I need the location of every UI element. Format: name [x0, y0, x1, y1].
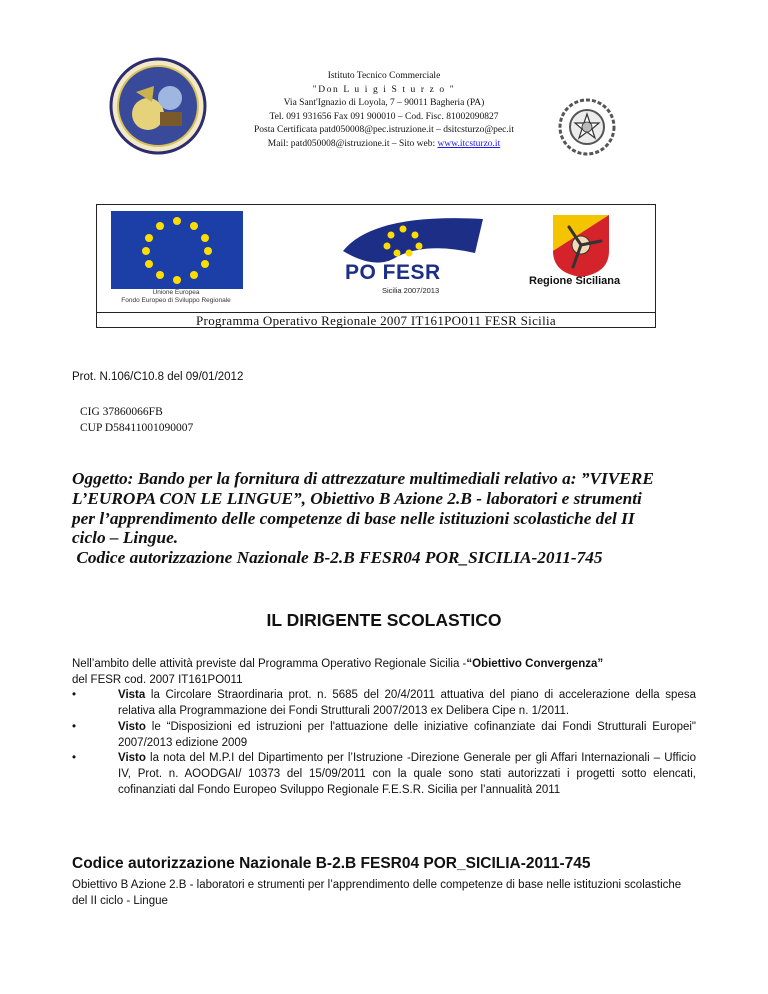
school-mail: Mail: patd050008@istruzione.it – Sito web:	[267, 138, 438, 149]
region-label: Regione Siciliana	[529, 275, 621, 287]
school-pec: Posta Certificata patd050008@pec.istruzione.it – dsitcsturzo@pec.it	[254, 125, 514, 135]
eu-caption-1: Unione Europea	[152, 289, 200, 296]
bullet-dot: •	[72, 720, 77, 733]
school-website-link[interactable]: www.itcsturzo.it	[437, 138, 501, 149]
eu-caption-2: Fondo Europeo di Sviluppo Regionale	[121, 297, 231, 304]
school-phone: Tel. 091 931656 Fax 091 900010 – Cod. Fisc. 81002090827	[269, 111, 499, 122]
section-title: IL DIRIGENTE SCOLASTICO	[266, 610, 502, 630]
sicily-trinacria-icon	[549, 211, 613, 279]
subject-line-4: ciclo – Lingue.	[72, 528, 179, 548]
subject-block	[72, 469, 732, 568]
fesr-banner	[96, 204, 656, 328]
bullet-dot: •	[72, 689, 77, 702]
school-info	[220, 70, 548, 151]
school-subname: "Don L u i g i S t u r z o "	[312, 84, 456, 95]
bullet-text: la nota del M.P.I del Dipartimento per l’Istruzione -Direzione Generale per gli Affari Internazionali – Ufficio IV, Prot. n. AOODGAI/ 10373 del 15/09/2011 con la quale sono stati autorizzati i progetti sotto elencati, cofinanziati dal Fondo Europeo Sviluppo Regionale F.E.S.R. Sicilia per l’annualità 2011	[118, 752, 696, 796]
italian-emblem-icon	[556, 96, 618, 158]
subject-line-2: L’EUROPA CON LE LINGUE”, Obiettivo B Azione 2.B - laboratori e strumenti	[72, 488, 642, 508]
bullet-bold: Vista	[118, 689, 146, 702]
cup-code: CUP D58411001090007	[80, 422, 194, 434]
intro-text-2: del FESR cod. 2007 IT161PO011	[72, 673, 243, 686]
intro-bold: “Obiettivo Convergenza”	[466, 658, 604, 670]
bullet-item	[72, 751, 696, 798]
objective-description: Obiettivo B Azione 2.B - laboratori e strumenti per l’apprendimento delle competenze di base nelle istituzioni scolastiche del II ciclo - Lingue	[72, 879, 682, 907]
cig-cup-block	[80, 404, 193, 436]
school-name: Istituto Tecnico Commerciale	[327, 71, 441, 81]
bullet-bold: Visto	[118, 720, 146, 733]
intro-text-1: Nell’ambito delle attività previste dal Programma Operativo Regionale Sicilia -	[72, 658, 467, 670]
eu-caption	[101, 289, 251, 305]
bullet-dot: •	[72, 752, 77, 765]
subject-line-1: Oggetto: Bando per la fornitura di attrezzature multimediali relativo a: ”VIVERE	[72, 469, 654, 488]
cig-code: CIG 37860066FB	[80, 406, 163, 418]
programma-operativo: Programma Operativo Regionale 2007 IT161PO011 FESR Sicilia	[196, 313, 556, 328]
school-logo-icon	[108, 56, 208, 156]
school-mail-line	[220, 138, 548, 152]
school-address: Via Sant'Ignazio di Loyola, 7 – 90011 Bagheria (PA)	[283, 98, 485, 108]
intro-paragraph	[72, 657, 696, 688]
po-fesr-title: PO FESR	[345, 261, 441, 284]
bullet-item	[72, 688, 696, 719]
protocol-number: Prot. N.106/C10.8 del 09/01/2012	[72, 371, 244, 383]
body-text	[72, 657, 696, 798]
po-fesr-subtitle: Sicilia 2007/2013	[382, 286, 440, 295]
authorization-code-heading: Codice autorizzazione Nazionale B-2.B FESR04 POR_SICILIA-2011-745	[72, 855, 591, 872]
bullet-text: la Circolare Straordinaria prot. n. 5685 del 20/4/2011 attuativa del piano di accelerazione della spesa relativa alla Programmazione dei Fondi Strutturali 2007/2013 ex Delibera Cipe n. 1/2011.	[118, 689, 696, 718]
subject-line-3: per l’apprendimento delle competenze di base nelle istituzioni scolastiche del II	[72, 508, 635, 528]
subject-line-5: Codice autorizzazione Nazionale B-2.B FESR04 POR_SICILIA-2011-745	[72, 548, 603, 568]
bullet-item	[72, 720, 696, 751]
bullet-text: le “Disposizioni ed istruzioni per l'attuazione delle iniziative cofinanziate dai Fondi Strutturali Europei" 2007/2013 edizione 2009	[118, 720, 696, 749]
bullet-bold: Visto	[118, 752, 146, 765]
